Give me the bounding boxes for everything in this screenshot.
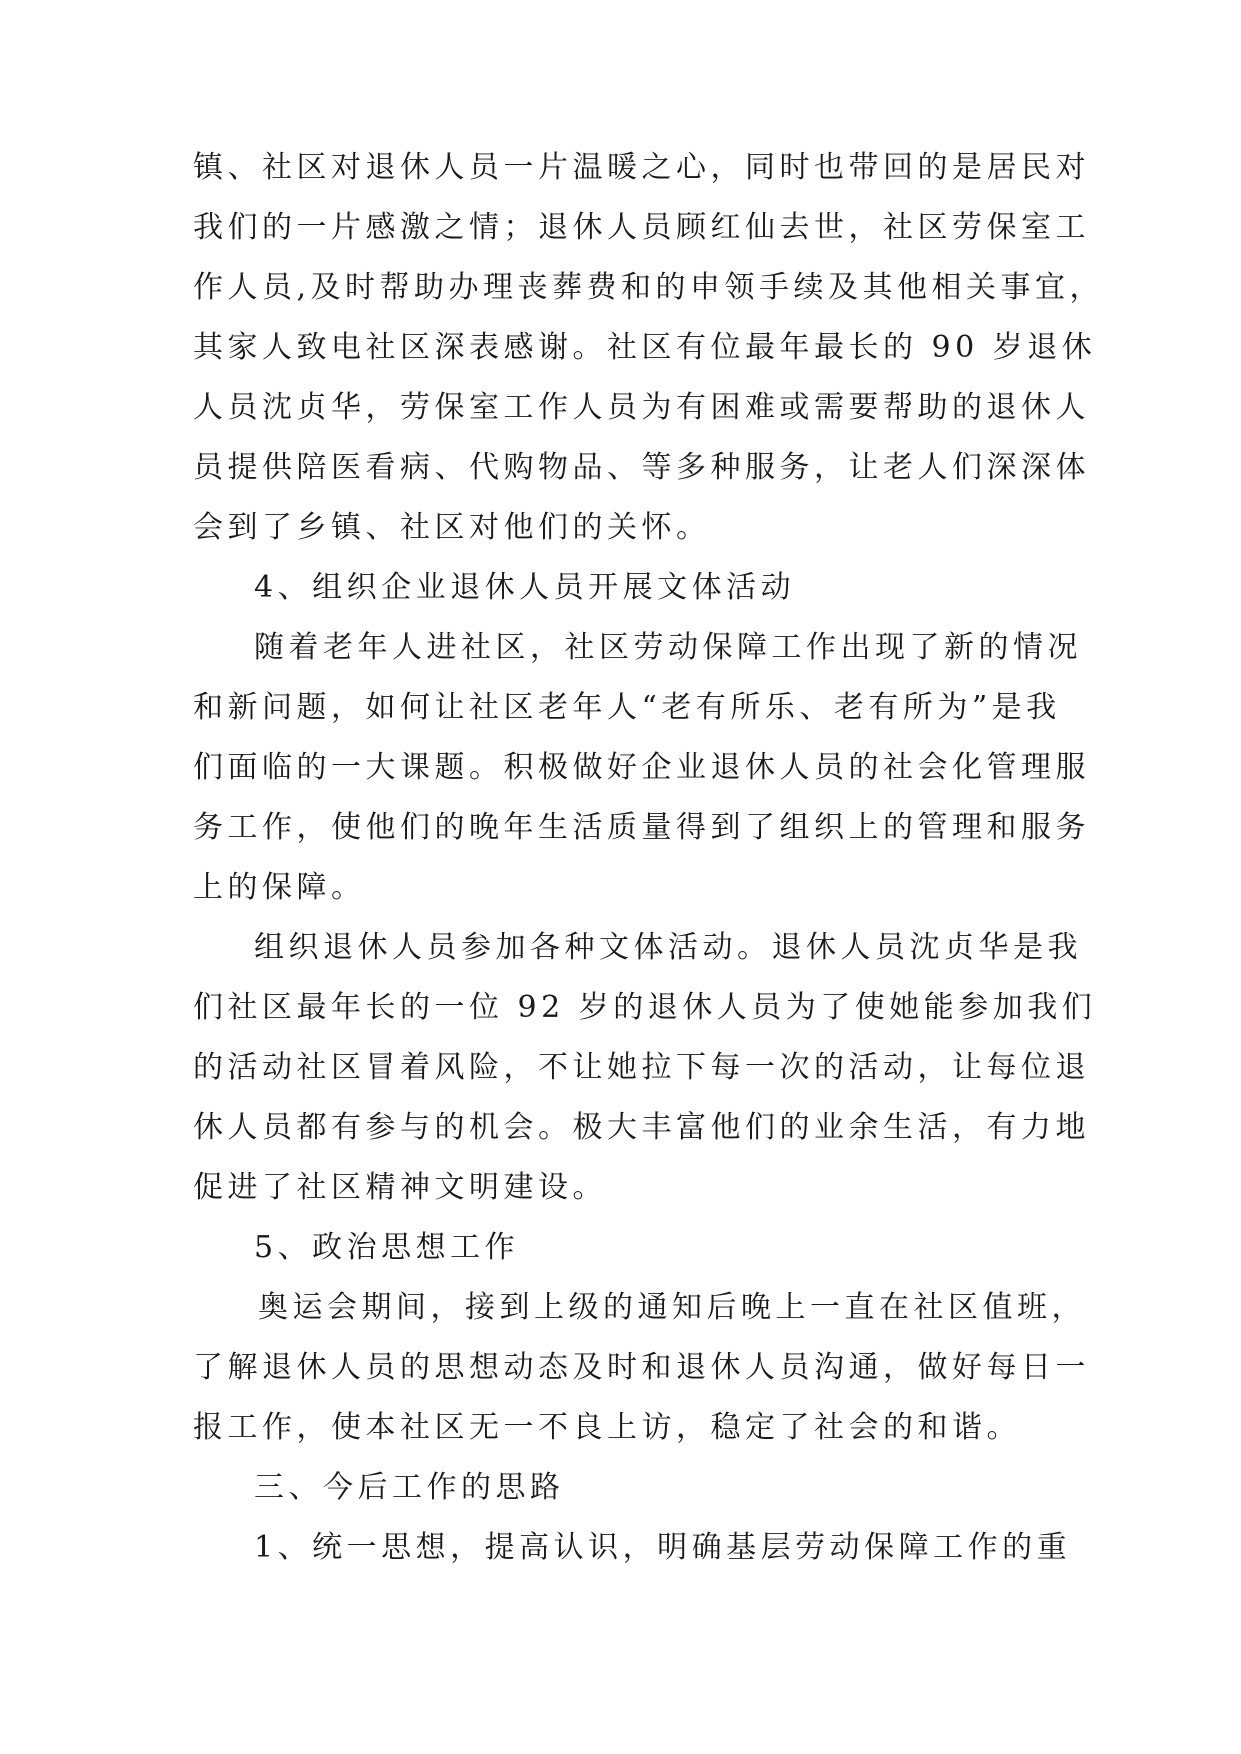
body-text-line: 镇、社区对退休人员一片温暖之心，同时也带回的是居民对 <box>193 150 1090 185</box>
section-heading: 1、统一思想，提高认识，明确基层劳动保障工作的重 <box>254 1530 1072 1565</box>
body-text-line: 促进了社区精神文明建设。 <box>193 1170 607 1205</box>
body-text-line: 其家人致电社区深表感谢。社区有位最年最长的 90 岁退休 <box>193 330 1097 365</box>
body-text-line: 了解退休人员的思想动态及时和退休人员沟通，做好每日一 <box>193 1350 1090 1385</box>
body-text-line: 的活动社区冒着风险，不让她拉下每一次的活动，让每位退 <box>193 1050 1090 1085</box>
paragraph-start-line: 奥运会期间，接到上级的通知后晚上一直在社区值班， <box>258 1290 1086 1325</box>
body-text-line: 休人员都有参与的机会。极大丰富他们的业余生活，有力地 <box>193 1110 1090 1145</box>
body-text-line: 和新问题，如何让社区老年人“老有所乐、老有所为”是我 <box>193 690 1061 725</box>
section-heading: 三、今后工作的思路 <box>254 1470 565 1505</box>
body-text-line: 会到了乡镇、社区对他们的关怀。 <box>193 510 711 545</box>
body-text-line: 们社区最年长的一位 92 岁的退休人员为了使她能参加我们 <box>193 990 1097 1025</box>
section-heading: 5、政治思想工作 <box>254 1230 520 1265</box>
body-text-line: 们面临的一大课题。积极做好企业退休人员的社会化管理服 <box>193 750 1090 785</box>
section-heading: 4、组织企业退休人员开展文体活动 <box>254 570 796 605</box>
body-text-line: 作人员,及时帮助办理丧葬费和的申领手续及其他相关事宜， <box>193 270 1105 305</box>
body-text-line: 上的保障。 <box>193 870 366 905</box>
body-text-line: 我们的一片感激之情；退休人员顾红仙去世，社区劳保室工 <box>193 210 1090 245</box>
body-text-line: 务工作，使他们的晚年生活质量得到了组织上的管理和服务 <box>193 810 1090 845</box>
paragraph-start-line: 组织退休人员参加各种文体活动。退休人员沈贞华是我 <box>254 930 1082 965</box>
body-text-line: 人员沈贞华，劳保室工作人员为有困难或需要帮助的退休人 <box>193 390 1090 425</box>
body-text-line: 员提供陪医看病、代购物品、等多种服务，让老人们深深体 <box>193 450 1090 485</box>
body-text-line: 报工作，使本社区无一不良上访，稳定了社会的和谐。 <box>193 1410 1021 1445</box>
paragraph-start-line: 随着老年人进社区，社区劳动保障工作出现了新的情况 <box>254 630 1082 665</box>
